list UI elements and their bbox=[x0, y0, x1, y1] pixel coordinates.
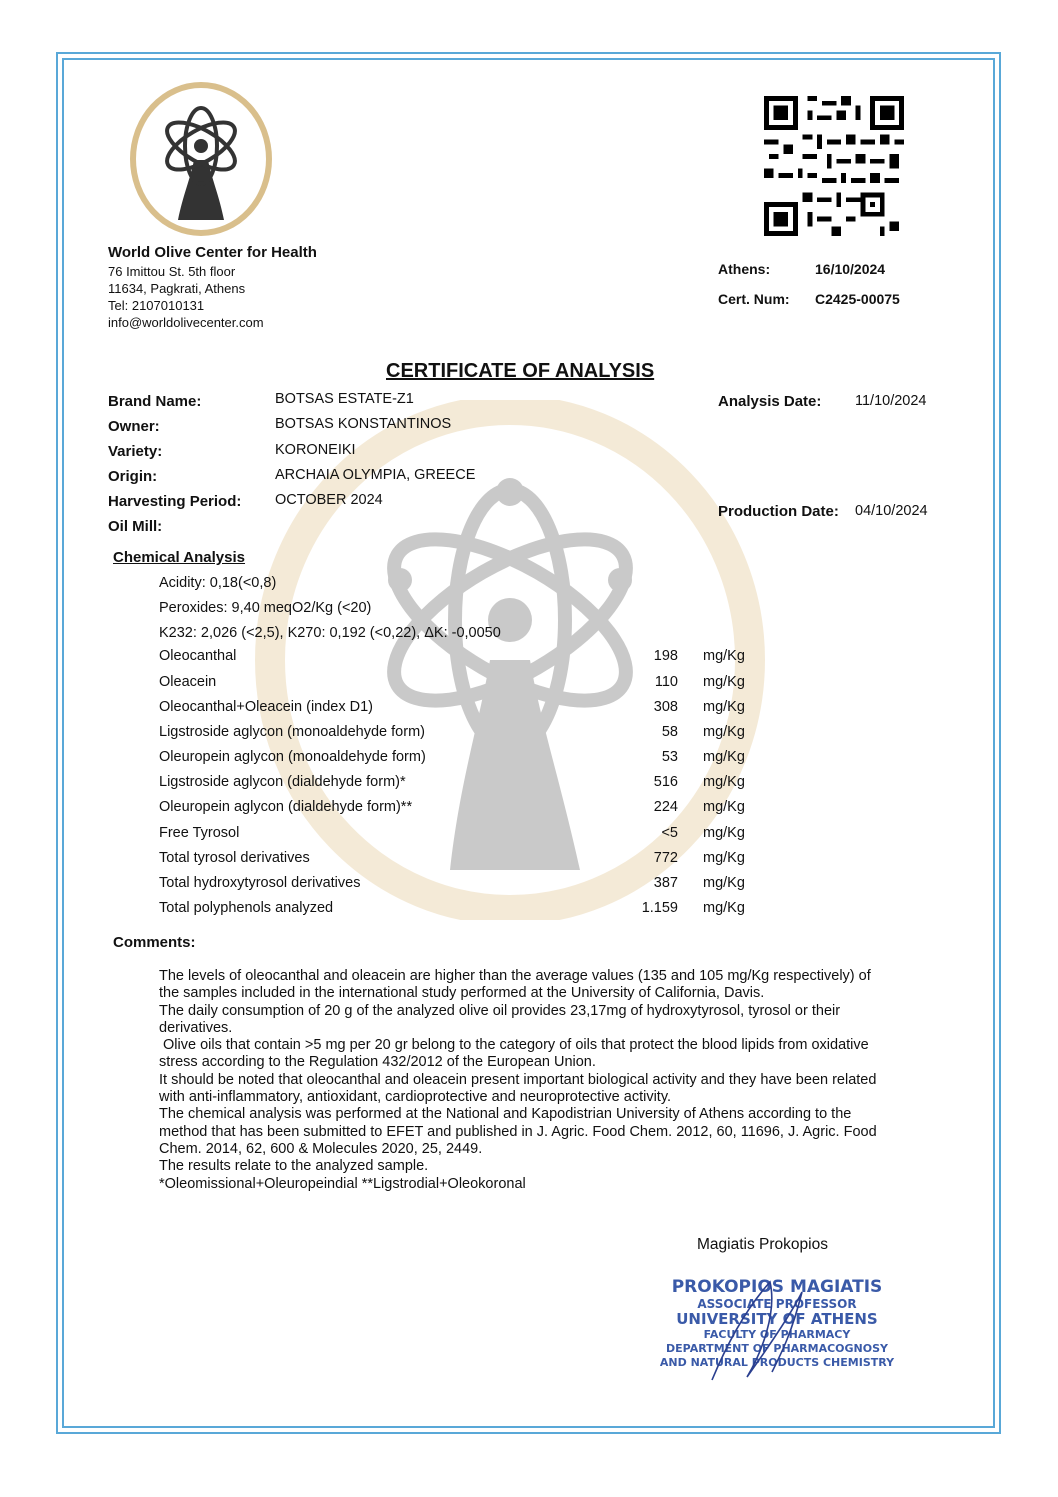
harvest-value: OCTOBER 2024 bbox=[275, 492, 383, 508]
compound-value: 224 bbox=[653, 799, 678, 815]
svg-text:UNIVERSITY OF ATHENS: UNIVERSITY OF ATHENS bbox=[676, 1310, 878, 1328]
compound-name: Ligstroside aglycon (monoaldehyde form) bbox=[159, 724, 425, 740]
compound-value: 308 bbox=[653, 699, 678, 715]
svg-text:ASSOCIATE PROFESSOR: ASSOCIATE PROFESSOR bbox=[697, 1297, 857, 1311]
svg-text:AND NATURAL PRODUCTS CHEMISTRY: AND NATURAL PRODUCTS CHEMISTRY bbox=[659, 1356, 895, 1369]
oil-mill-label: Oil Mill: bbox=[108, 518, 163, 535]
organization-logo bbox=[128, 80, 274, 238]
harvest-label: Harvesting Period: bbox=[108, 493, 242, 510]
acidity-line: Acidity: 0,18(<0,8) bbox=[159, 575, 277, 591]
comment-line: method that has been submitted to EFET and published in J. Agric. Food Chem. 2012, 60, 11696, J. Agric. Food bbox=[159, 1123, 877, 1140]
compound-unit: mg/Kg bbox=[703, 648, 745, 664]
owner-value: BOTSAS KONSTANTINOS bbox=[275, 416, 452, 432]
compound-unit: mg/Kg bbox=[703, 724, 745, 740]
comment-line: The levels of oleocanthal and oleacein are higher than the average values (135 and 105 mg/Kg respectively) of bbox=[159, 968, 871, 984]
comment-line: *Oleomissional+Oleuropeindial **Ligstrodial+Oleokoronal bbox=[159, 1175, 526, 1192]
comment-line: Chem. 2014, 62, 600 & Molecules 2020, 25, 2449. bbox=[159, 1140, 483, 1157]
compound-value: 58 bbox=[661, 724, 678, 740]
compound-name: Oleuropein aglycon (monoaldehyde form) bbox=[159, 749, 426, 765]
analysis-date-value: 11/10/2024 bbox=[855, 393, 927, 409]
compound-value: 110 bbox=[654, 674, 678, 690]
compound-name: Oleocanthal bbox=[159, 648, 237, 664]
brand-label: Brand Name: bbox=[108, 393, 202, 410]
compound-value: 772 bbox=[653, 850, 678, 866]
address-line-2: 11634, Pagkrati, Athens bbox=[108, 281, 246, 296]
svg-text:DEPARTMENT OF PHARMACOGNOSY: DEPARTMENT OF PHARMACOGNOSY bbox=[666, 1342, 888, 1355]
peroxides-line: Peroxides: 9,40 meqO2/Kg (<20) bbox=[159, 600, 372, 616]
comment-line: stress according to the Regulation 432/2012 of the European Union. bbox=[159, 1054, 596, 1071]
signer-name: Magiatis Prokopios bbox=[697, 1236, 828, 1253]
variety-value: KORONEIKI bbox=[275, 442, 356, 458]
k-values-line: K232: 2,026 (<2,5), K270: 0,192 (<0,22), ΔK: -0,0050 bbox=[159, 625, 501, 641]
compound-unit: mg/Kg bbox=[703, 749, 745, 765]
compound-name: Oleacein bbox=[159, 674, 217, 690]
compound-unit: mg/Kg bbox=[703, 799, 745, 815]
compound-name: Total hydroxytyrosol derivatives bbox=[159, 875, 361, 891]
address-line-1: 76 Imittou St. 5th floor bbox=[108, 264, 236, 279]
compound-value: 1.159 bbox=[641, 900, 678, 916]
compound-unit: mg/Kg bbox=[703, 774, 745, 790]
compound-unit: mg/Kg bbox=[703, 699, 745, 715]
qr-code bbox=[764, 96, 904, 236]
comment-line: derivatives. bbox=[159, 1019, 233, 1036]
place-date: 16/10/2024 bbox=[815, 261, 886, 277]
analysis-date-label: Analysis Date: bbox=[718, 393, 822, 410]
comment-line: It should be noted that oleocanthal and oleacein present important biological activity and they have been related bbox=[159, 1071, 877, 1088]
compound-value: 53 bbox=[661, 749, 678, 765]
comment-line: The chemical analysis was performed at the National and Kapodistrian University of Athens according to the bbox=[159, 1106, 852, 1123]
production-date-label: Production Date: bbox=[718, 503, 839, 520]
compound-name: Oleuropein aglycon (dialdehyde form)** bbox=[159, 799, 413, 815]
owner-label: Owner: bbox=[108, 418, 160, 435]
origin-label: Origin: bbox=[108, 468, 158, 485]
compound-name: Free Tyrosol bbox=[159, 825, 240, 841]
compound-unit: mg/Kg bbox=[703, 850, 745, 866]
compound-unit: mg/Kg bbox=[703, 674, 745, 690]
compound-value: 387 bbox=[653, 875, 678, 891]
cert-num-label: Cert. Num: bbox=[718, 291, 790, 307]
compound-unit: mg/Kg bbox=[703, 900, 745, 916]
chemical-analysis-heading: Chemical Analysis bbox=[113, 549, 246, 566]
document-title: CERTIFICATE OF ANALYSIS bbox=[386, 360, 655, 382]
organization-name: World Olive Center for Health bbox=[108, 244, 317, 261]
comment-line: with anti-inflammatory, antioxidant, cardioprotective and neuroprotective activity. bbox=[159, 1089, 672, 1106]
compound-value: <5 bbox=[661, 825, 678, 841]
compound-name: Ligstroside aglycon (dialdehyde form)* bbox=[159, 774, 406, 790]
comment-line: The results relate to the analyzed sample. bbox=[159, 1158, 429, 1175]
svg-text:PROKOPIOS MAGIATIS: PROKOPIOS MAGIATIS bbox=[671, 1277, 883, 1297]
svg-text:FACULTY OF PHARMACY: FACULTY OF PHARMACY bbox=[703, 1328, 851, 1341]
phone-line: Tel: 2107010131 bbox=[108, 298, 205, 313]
comment-line: The daily consumption of 20 g of the analyzed olive oil provides 23,17mg of hydroxytyrosol, tyrosol or their bbox=[159, 1002, 841, 1019]
cert-num-value: C2425-00075 bbox=[815, 291, 900, 307]
compound-unit: mg/Kg bbox=[703, 825, 745, 841]
production-date-value: 04/10/2024 bbox=[855, 503, 928, 519]
compound-value: 516 bbox=[653, 774, 678, 790]
compound-value: 198 bbox=[653, 648, 678, 664]
origin-value: ARCHAIA OLYMPIA, GREECE bbox=[275, 467, 476, 483]
place-label: Athens: bbox=[718, 261, 771, 277]
compound-name: Total tyrosol derivatives bbox=[159, 850, 310, 866]
comments-text bbox=[159, 968, 969, 1193]
variety-label: Variety: bbox=[108, 443, 163, 460]
comments-heading: Comments: bbox=[113, 934, 196, 951]
compound-name: Oleocanthal+Oleacein (index D1) bbox=[159, 699, 373, 715]
compound-unit: mg/Kg bbox=[703, 875, 745, 891]
signature-stamp bbox=[652, 1272, 912, 1382]
comment-line: Olive oils that contain >5 mg per 20 gr belong to the category of oils that protect the blood lipids from oxidative bbox=[159, 1037, 869, 1054]
brand-value: BOTSAS ESTATE-Z1 bbox=[275, 391, 414, 407]
email-line: info@worldolivecenter.com bbox=[108, 315, 264, 330]
comment-line: the samples included in the international study performed at the University of California, Davis. bbox=[159, 985, 765, 1002]
compound-name: Total polyphenols analyzed bbox=[159, 900, 334, 916]
